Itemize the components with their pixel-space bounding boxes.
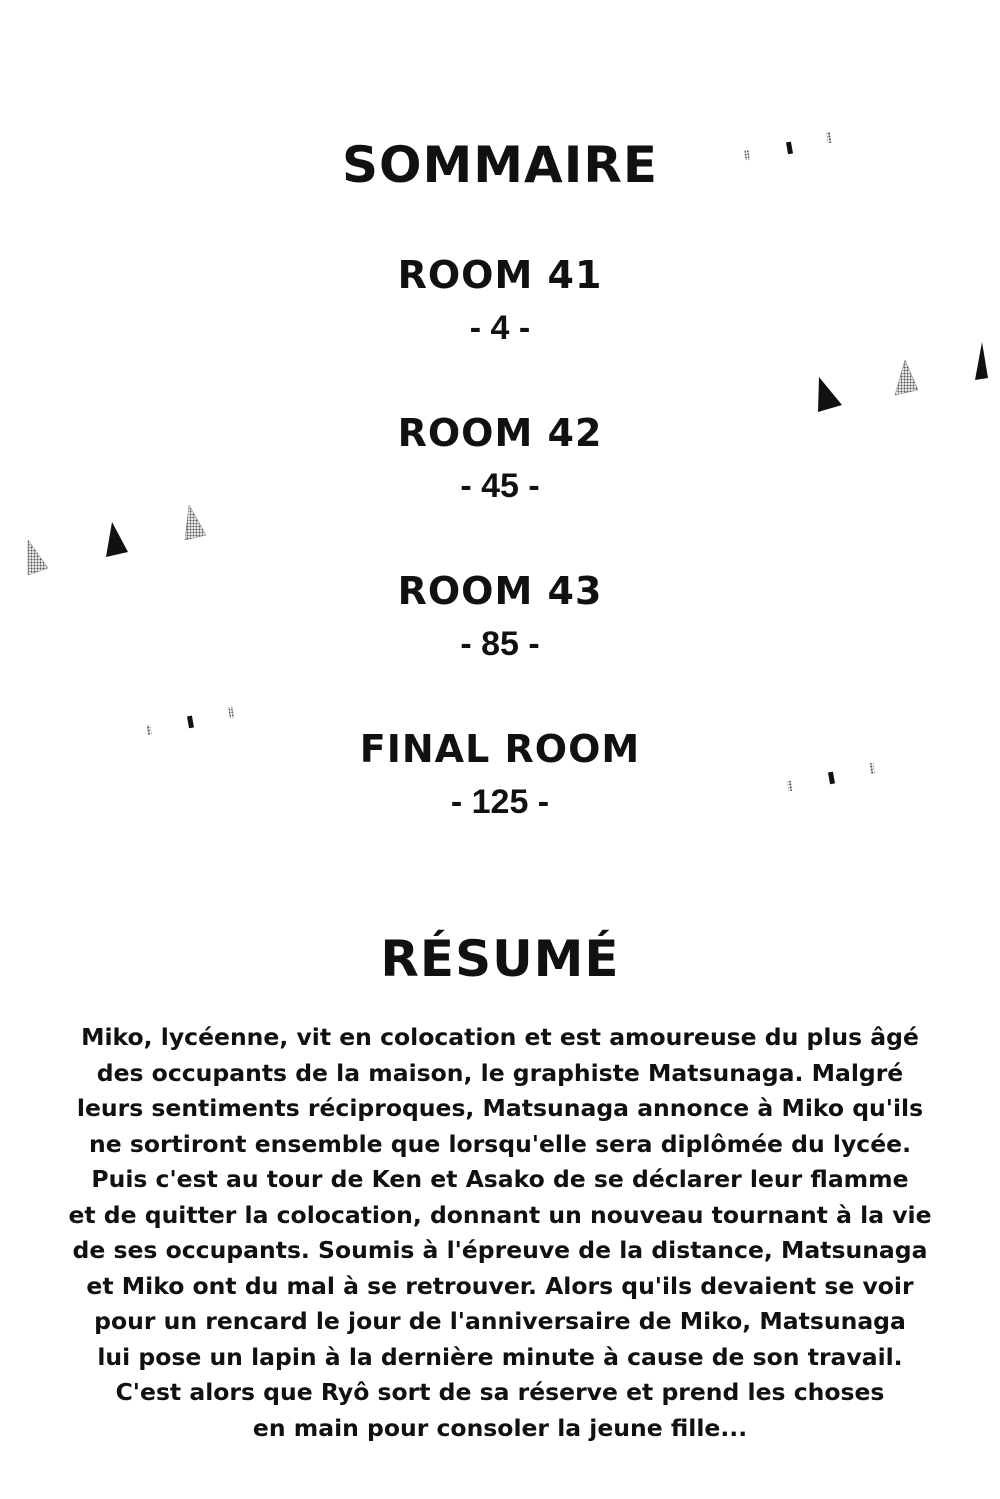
toc-entry-label: ROOM 43 [397,569,603,613]
toc-title: SOMMAIRE [342,136,658,194]
toc-entry-label: FINAL ROOM [359,727,641,771]
toc-entry-page: - 85 - [460,625,540,663]
summary-line: C'est alors que Ryô sort de sa réserve et prend les choses [115,1378,885,1406]
toc-entry-page: - 125 - [450,783,550,821]
toc-entry-page: - 4 - [469,309,531,347]
toc-entry-room-43 [0,566,1000,672]
toc-entry-page: - 45 - [460,467,540,505]
summary-line: des occupants de la maison, le graphiste Matsunaga. Malgré [96,1058,904,1087]
summary-title: RÉSUMÉ [380,930,620,988]
summary-line: Puis c'est au tour de Ken et Asako de se déclarer leur flamme [91,1165,909,1193]
summary-line: ne sortiront ensemble que lorsqu'elle sera diplômée du lycée. [88,1129,912,1158]
toc-entry-room-42 [0,408,1000,514]
toc-entry-room-41 [0,250,1000,356]
summary-line: et de quitter la colocation, donnant un nouveau tournant à la vie [68,1200,932,1229]
toc-entry-label: ROOM 42 [397,411,603,455]
summary-line: Miko, lycéenne, vit en colocation et est amoureuse du plus âgé [81,1023,919,1051]
summary-line: leurs sentiments réciproques, Matsunaga annonce à Miko qu'ils [76,1094,924,1122]
summary-line: de ses occupants. Soumis à l'épreuve de la distance, Matsunaga [72,1236,928,1264]
summary-line: lui pose un lapin à la dernière minute à cause de son travail. [97,1342,903,1371]
summary-text [50,1020,950,1446]
triangle-marks-left [28,505,206,575]
summary-line: pour un rencard le jour de l'anniversaire de Miko, Matsunaga [94,1307,906,1335]
toc-entry-label: ROOM 41 [397,253,603,297]
toc-entry-final-room [0,724,1000,830]
summary-line: et Miko ont du mal à se retrouver. Alors qu'ils devaient se voir [86,1271,914,1300]
summary-line: en main pour consoler la jeune fille... [252,1413,748,1442]
